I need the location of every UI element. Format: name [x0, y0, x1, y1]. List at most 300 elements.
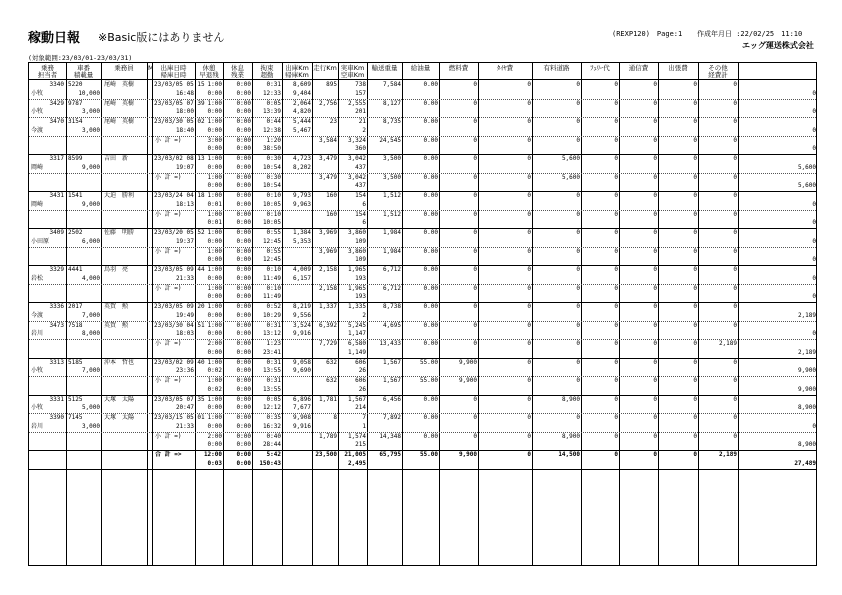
other-cost: 0 — [733, 303, 737, 310]
expense-total: 0 — [812, 145, 816, 152]
rest-time: 0:00 — [236, 99, 251, 107]
overtime: 0:00 — [236, 126, 251, 134]
expense-total: 0 — [812, 219, 816, 226]
in-time: 21:33 — [175, 422, 194, 430]
excess-time: 10:54 — [262, 182, 281, 189]
row-divider — [29, 469, 816, 470]
office-name: 岩川 — [31, 330, 44, 337]
vehicle-number: 7145 — [68, 414, 83, 421]
telecom-cost: 0 — [653, 358, 657, 366]
crew-name: 佐藤 明勝 — [104, 229, 135, 236]
excess-time: 13:55 — [262, 367, 281, 374]
rest-time: 0:00 — [236, 358, 251, 366]
driver-code: 3340 — [49, 81, 64, 88]
overtime: 0:00 — [236, 163, 251, 171]
telecom-cost: 0 — [653, 266, 657, 273]
created-date: 作成年月日 :22/02/25 11:10 — [697, 30, 803, 38]
break-time: 1:00 — [207, 173, 222, 181]
header-divider — [29, 79, 816, 80]
out-km: 6,896 — [292, 395, 311, 403]
other-cost: 0 — [733, 284, 737, 292]
tire-cost: 0 — [527, 321, 531, 329]
out-km: 9,058 — [292, 358, 311, 366]
transport-weight: 6,712 — [382, 266, 401, 273]
empty-km: 193 — [355, 293, 366, 300]
telecom-cost: 0 — [653, 377, 657, 384]
in-time: 18:13 — [175, 200, 194, 208]
early-leave: 0:00 — [207, 441, 222, 448]
actual-km: 606 — [355, 377, 366, 384]
transport-weight: 65,795 — [379, 451, 401, 458]
toll-cost: 0 — [576, 414, 580, 421]
actual-km: 3,042 — [347, 155, 366, 162]
transport-weight: 1,984 — [382, 229, 401, 236]
crew-name: 尾崎 英樹 — [104, 99, 135, 107]
expense-total: 0 — [812, 108, 816, 115]
load-capacity: 8,000 — [81, 330, 100, 337]
break-time: 1:00 — [207, 266, 222, 273]
report-id-page: (REXP120) Page:1 — [612, 30, 683, 38]
break-time: 1:00 — [207, 414, 222, 421]
header-out-km-sub: 帰庫Km — [285, 71, 309, 79]
excess-time: 38:50 — [262, 145, 281, 152]
office-name: 小牧 — [31, 367, 44, 374]
telecom-cost: 0 — [653, 118, 657, 125]
restraint-time: 1:20 — [266, 136, 281, 144]
trip-cost: 0 — [693, 432, 697, 440]
early-leave: 0:00 — [207, 145, 222, 152]
header-toll: 有料道路 — [543, 64, 570, 72]
break-time: 1:00 — [207, 247, 222, 255]
run-km: 632 — [326, 358, 337, 366]
toll-cost: 0 — [576, 266, 580, 273]
empty-km: 2,495 — [347, 459, 366, 467]
header-out-km: 出庫Km — [285, 64, 309, 72]
toll-cost: 0 — [576, 229, 580, 236]
transport-weight: 3,500 — [382, 155, 401, 162]
rest-time: 0:00 — [236, 321, 251, 329]
trip-cost: 0 — [693, 395, 697, 403]
header-ferry: ﾌｪﾘｰ代 — [590, 64, 610, 72]
excess-time: 23:41 — [262, 348, 281, 356]
header-other: その他 — [708, 64, 728, 72]
subtotal-label: 小 計 =) — [155, 247, 182, 255]
tire-cost: 0 — [527, 136, 531, 144]
header-actual-km-sub: 空車Km — [340, 71, 365, 79]
toll-cost: 0 — [576, 136, 580, 144]
transport-weight: 1,567 — [382, 377, 401, 384]
out-km: 4,009 — [292, 266, 311, 273]
in-time: 16:48 — [175, 89, 194, 97]
excess-time: 12:45 — [262, 237, 281, 245]
out-datetime: 23/03/15 05:01 — [154, 414, 205, 421]
report-title: 稼動日報 — [28, 31, 81, 46]
toll-cost: 0 — [576, 340, 580, 347]
tire-cost: 0 — [527, 192, 531, 199]
restraint-time: 0:31 — [266, 377, 281, 384]
fuel-cost: 0 — [473, 81, 477, 88]
other-cost: 0 — [733, 118, 737, 125]
telecom-cost: 0 — [653, 247, 657, 255]
out-km: 5,444 — [292, 118, 311, 125]
office-name: 小牧 — [31, 89, 44, 97]
overtime: 0:00 — [236, 385, 251, 393]
telecom-cost: 0 — [653, 229, 657, 236]
trip-cost: 0 — [693, 303, 697, 310]
excess-time: 10:05 — [262, 219, 281, 226]
fuel-quantity: 0.00 — [423, 229, 438, 236]
telecom-cost: 0 — [653, 340, 657, 347]
tire-cost: 0 — [527, 432, 531, 440]
excess-time: 11:49 — [262, 274, 281, 282]
fuel-cost: 9,900 — [458, 377, 477, 384]
run-km: 3,969 — [318, 247, 337, 255]
edition-note: ※Basic版にはありません — [98, 31, 225, 44]
restraint-time: 1:23 — [266, 340, 281, 347]
early-leave: 0:02 — [207, 385, 222, 393]
other-cost: 0 — [733, 358, 737, 366]
out-datetime: 23/03/30 04:51 — [154, 321, 205, 329]
overtime: 0:00 — [236, 311, 251, 319]
fuel-cost: 0 — [473, 284, 477, 292]
early-leave: 0:01 — [207, 200, 222, 208]
rest-time: 0:00 — [236, 192, 251, 199]
target-period: (対象範囲:23/03/01-23/03/31) — [28, 54, 133, 62]
subtotal-label: 小 計 =) — [155, 136, 182, 144]
driver-code: 3390 — [49, 414, 64, 421]
trip-cost: 0 — [693, 229, 697, 236]
other-cost: 0 — [733, 173, 737, 181]
in-km: 9,556 — [292, 311, 311, 319]
actual-km: 1,567 — [347, 395, 366, 403]
transport-weight: 7,892 — [382, 414, 401, 421]
load-capacity: 10,000 — [78, 89, 100, 97]
excess-time: 13:55 — [262, 385, 281, 393]
header-fuel-cost: 燃料費 — [448, 64, 469, 72]
ferry-cost: 0 — [614, 432, 618, 440]
actual-km: 3,042 — [347, 173, 366, 181]
fuel-quantity: 0.00 — [423, 173, 438, 181]
fuel-cost: 0 — [473, 210, 477, 218]
expense-total: 0 — [812, 274, 816, 282]
overtime: 0:00 — [236, 200, 251, 208]
out-km: 4,723 — [292, 155, 311, 162]
overtime: 0:00 — [236, 108, 251, 115]
break-time: 1:00 — [207, 395, 222, 403]
vehicle-number: 2502 — [68, 229, 83, 236]
overtime: 0:00 — [236, 367, 251, 374]
header-restraint-sub: 超勤 — [260, 71, 274, 79]
header-trip: 出張費 — [668, 64, 688, 72]
actual-km: 2,555 — [347, 99, 366, 107]
ferry-cost: 0 — [614, 81, 618, 88]
restraint-time: 0:31 — [266, 81, 281, 88]
other-cost: 0 — [733, 247, 737, 255]
other-cost: 0 — [733, 229, 737, 236]
out-datetime: 23/03/05 09:20 — [154, 303, 205, 310]
fuel-cost: 0 — [473, 247, 477, 255]
other-cost: 0 — [733, 136, 737, 144]
early-leave: 0:00 — [207, 108, 222, 115]
header-out-datetime-sub: 帰庫日時 — [160, 71, 187, 79]
out-datetime: 23/03/24 04:18 — [154, 192, 205, 199]
empty-km: 1 — [362, 422, 366, 430]
actual-km: 1,574 — [347, 432, 366, 440]
toll-cost: 0 — [576, 321, 580, 329]
expense-total: 0 — [812, 200, 816, 208]
fuel-cost: 0 — [473, 99, 477, 107]
fuel-cost: 9,900 — [458, 358, 477, 366]
restraint-time: 0:10 — [266, 210, 281, 218]
break-time: 1:00 — [207, 303, 222, 310]
office-name: 今渡 — [31, 311, 44, 319]
in-time: 23:36 — [175, 367, 194, 374]
rest-time: 0:00 — [236, 414, 251, 421]
other-cost: 0 — [733, 99, 737, 107]
load-capacity: 4,000 — [81, 274, 100, 282]
out-datetime: 23/03/20 05:52 — [154, 229, 205, 236]
transport-weight: 1,567 — [382, 358, 401, 366]
trip-cost: 0 — [693, 192, 697, 199]
fuel-cost: 9,900 — [458, 451, 477, 458]
run-km: 632 — [326, 377, 337, 384]
in-time: 19:07 — [175, 163, 194, 171]
driver-code: 3470 — [49, 118, 64, 125]
other-cost: 0 — [733, 395, 737, 403]
break-time: 1:00 — [207, 99, 222, 107]
fuel-quantity: 55.00 — [419, 358, 438, 366]
trip-cost: 0 — [693, 81, 697, 88]
other-cost: 2,189 — [718, 451, 737, 458]
run-km: 2,756 — [318, 99, 337, 107]
early-leave: 0:00 — [207, 182, 222, 189]
actual-km: 21,005 — [344, 451, 366, 458]
other-cost: 0 — [733, 192, 737, 199]
out-datetime: 23/03/05 07:35 — [154, 395, 205, 403]
ferry-cost: 0 — [614, 340, 618, 347]
restraint-time: 0:35 — [266, 414, 281, 421]
transport-weight: 8,127 — [382, 99, 401, 107]
in-km: 4,820 — [292, 108, 311, 115]
telecom-cost: 0 — [653, 451, 657, 458]
tire-cost: 0 — [527, 395, 531, 403]
empty-km: 26 — [358, 367, 366, 374]
empty-km: 26 — [358, 385, 366, 393]
vehicle-number: 5220 — [68, 81, 83, 88]
driver-code: 3329 — [49, 266, 64, 273]
fuel-cost: 0 — [473, 414, 477, 421]
ferry-cost: 0 — [614, 414, 618, 421]
tire-cost: 0 — [527, 173, 531, 181]
other-cost: 0 — [733, 155, 737, 162]
ferry-cost: 0 — [614, 210, 618, 218]
fuel-cost: 0 — [473, 229, 477, 236]
rest-time: 0:00 — [236, 118, 251, 125]
other-cost: 0 — [733, 210, 737, 218]
tire-cost: 0 — [527, 81, 531, 88]
load-capacity: 9,000 — [81, 200, 100, 208]
run-km: 160 — [326, 192, 337, 199]
empty-km: 2 — [362, 126, 366, 134]
out-datetime: 23/03/05 09:44 — [154, 266, 205, 273]
ferry-cost: 0 — [614, 377, 618, 384]
other-cost: 0 — [733, 377, 737, 384]
tire-cost: 0 — [527, 266, 531, 273]
ferry-cost: 0 — [614, 118, 618, 125]
restraint-time: 0:40 — [266, 432, 281, 440]
transport-weight: 4,695 — [382, 321, 401, 329]
out-km: 9,908 — [292, 414, 311, 421]
transport-weight: 6,456 — [382, 395, 401, 403]
header-out-datetime: 出庫日時 — [160, 64, 187, 72]
header-telecom: 通信費 — [628, 64, 649, 72]
rest-time: 0:00 — [236, 377, 251, 384]
overtime: 0:00 — [236, 422, 251, 430]
trip-cost: 0 — [693, 414, 697, 421]
tire-cost: 0 — [527, 155, 531, 162]
expense-total: 0 — [812, 256, 816, 263]
rest-time: 0:00 — [236, 303, 251, 310]
expense-total: 0 — [812, 237, 816, 245]
break-time: 1:00 — [207, 284, 222, 292]
crew-name: 大塚 太陽 — [104, 395, 135, 403]
subtotal-label: 小 計 =) — [155, 340, 182, 347]
crew-name: 大塚 太陽 — [104, 414, 135, 421]
tire-cost: 0 — [527, 340, 531, 347]
rest-time: 0:00 — [236, 247, 251, 255]
trip-cost: 0 — [693, 321, 697, 329]
overtime: 0:00 — [236, 256, 251, 263]
expense-total: 8,900 — [797, 404, 816, 411]
fuel-quantity: 0.00 — [423, 414, 438, 421]
actual-km: 3,860 — [347, 247, 366, 255]
fuel-quantity: 0.00 — [423, 321, 438, 329]
restraint-time: 0:30 — [266, 155, 281, 162]
load-capacity: 3,000 — [81, 422, 100, 430]
run-km: 1,337 — [318, 303, 337, 310]
empty-km: 214 — [355, 404, 366, 411]
in-time: 18:03 — [175, 330, 194, 337]
early-leave: 0:00 — [207, 293, 222, 300]
actual-km: 606 — [355, 358, 366, 366]
run-km: 1,789 — [318, 432, 337, 440]
vehicle-number: 7518 — [68, 321, 83, 329]
telecom-cost: 0 — [653, 155, 657, 162]
load-capacity: 7,000 — [81, 367, 100, 374]
other-cost: 0 — [733, 321, 737, 329]
tire-cost: 0 — [527, 118, 531, 125]
run-km: 3,584 — [318, 136, 337, 144]
in-time: 19:37 — [175, 237, 194, 245]
ferry-cost: 0 — [614, 266, 618, 273]
out-datetime: 23/03/02 08:13 — [154, 155, 205, 162]
fuel-quantity: 0.00 — [423, 432, 438, 440]
header-driver: 乗務 — [41, 64, 54, 72]
rest-time: 0:00 — [236, 81, 251, 88]
company-name: エッグ運送株式会社 — [742, 41, 814, 50]
crew-name: 尾崎 英樹 — [104, 81, 135, 88]
driver-code: 3431 — [49, 192, 64, 199]
ferry-cost: 0 — [614, 173, 618, 181]
break-time: 3:00 — [207, 136, 222, 144]
out-datetime: 23/03/05 05:15 — [154, 81, 205, 88]
run-km: 3,479 — [318, 155, 337, 162]
fuel-quantity: 0.00 — [423, 81, 438, 88]
transport-weight: 3,500 — [382, 173, 401, 181]
header-vehicle: 車番 — [77, 64, 90, 72]
subtotal-label: 小 計 =) — [155, 173, 182, 181]
telecom-cost: 0 — [653, 414, 657, 421]
actual-km: 3,860 — [347, 229, 366, 236]
column-divider — [101, 63, 102, 565]
early-leave: 0:00 — [207, 163, 222, 171]
early-leave: 0:03 — [207, 459, 222, 467]
excess-time: 10:54 — [262, 163, 281, 171]
early-leave: 0:00 — [207, 126, 222, 134]
run-km: 895 — [326, 81, 337, 88]
rest-time: 0:00 — [236, 432, 251, 440]
toll-cost: 14,500 — [558, 451, 580, 458]
excess-time: 16:32 — [262, 422, 281, 430]
transport-weight: 1,984 — [382, 247, 401, 255]
expense-total: 0 — [812, 330, 816, 337]
header-break-sub: 早退残 — [199, 71, 219, 79]
subtotal-label: 小 計 =) — [155, 432, 182, 440]
in-km: 9,916 — [292, 422, 311, 430]
toll-cost: 0 — [576, 118, 580, 125]
trip-cost: 0 — [693, 284, 697, 292]
break-time: 12:00 — [203, 451, 222, 458]
in-km: 6,157 — [292, 274, 311, 282]
out-km: 9,793 — [292, 192, 311, 199]
run-km: 3,969 — [318, 229, 337, 236]
excess-time: 12:33 — [262, 89, 281, 97]
expense-total: 0 — [812, 293, 816, 300]
early-leave: 0:01 — [207, 219, 222, 226]
break-time: 1:00 — [207, 377, 222, 384]
expense-total: 0 — [812, 126, 816, 134]
load-capacity: 3,000 — [81, 108, 100, 115]
load-capacity: 7,000 — [81, 311, 100, 319]
crew-name: 鳥羽 亮 — [104, 266, 129, 273]
header-tire-cost: ﾀｲﾔ費 — [496, 64, 514, 72]
crew-name: 英賀 勲 — [104, 303, 129, 310]
fuel-quantity: 55.00 — [419, 377, 438, 384]
actual-km: 21 — [358, 118, 366, 125]
office-name: 岡崎 — [31, 163, 44, 171]
expense-total: 2,189 — [797, 348, 816, 356]
fuel-quantity: 0.00 — [423, 155, 438, 162]
driver-code: 3429 — [49, 99, 64, 107]
ferry-cost: 0 — [614, 303, 618, 310]
toll-cost: 5,600 — [561, 173, 580, 181]
in-time: 19:49 — [175, 311, 194, 319]
transport-weight: 1,512 — [382, 210, 401, 218]
expense-total: 9,900 — [797, 367, 816, 374]
load-capacity: 3,000 — [81, 126, 100, 134]
fuel-quantity: 0.00 — [423, 340, 438, 347]
early-leave: 0:02 — [207, 367, 222, 374]
crew-name: 尾崎 英樹 — [104, 118, 135, 125]
expense-total: 5,600 — [797, 182, 816, 189]
expense-total: 2,189 — [797, 311, 816, 319]
fuel-cost: 0 — [473, 266, 477, 273]
telecom-cost: 0 — [653, 210, 657, 218]
tire-cost: 0 — [527, 303, 531, 310]
run-km: 7,729 — [318, 340, 337, 347]
excess-time: 12:38 — [262, 126, 281, 134]
rest-time: 0:00 — [236, 451, 251, 458]
